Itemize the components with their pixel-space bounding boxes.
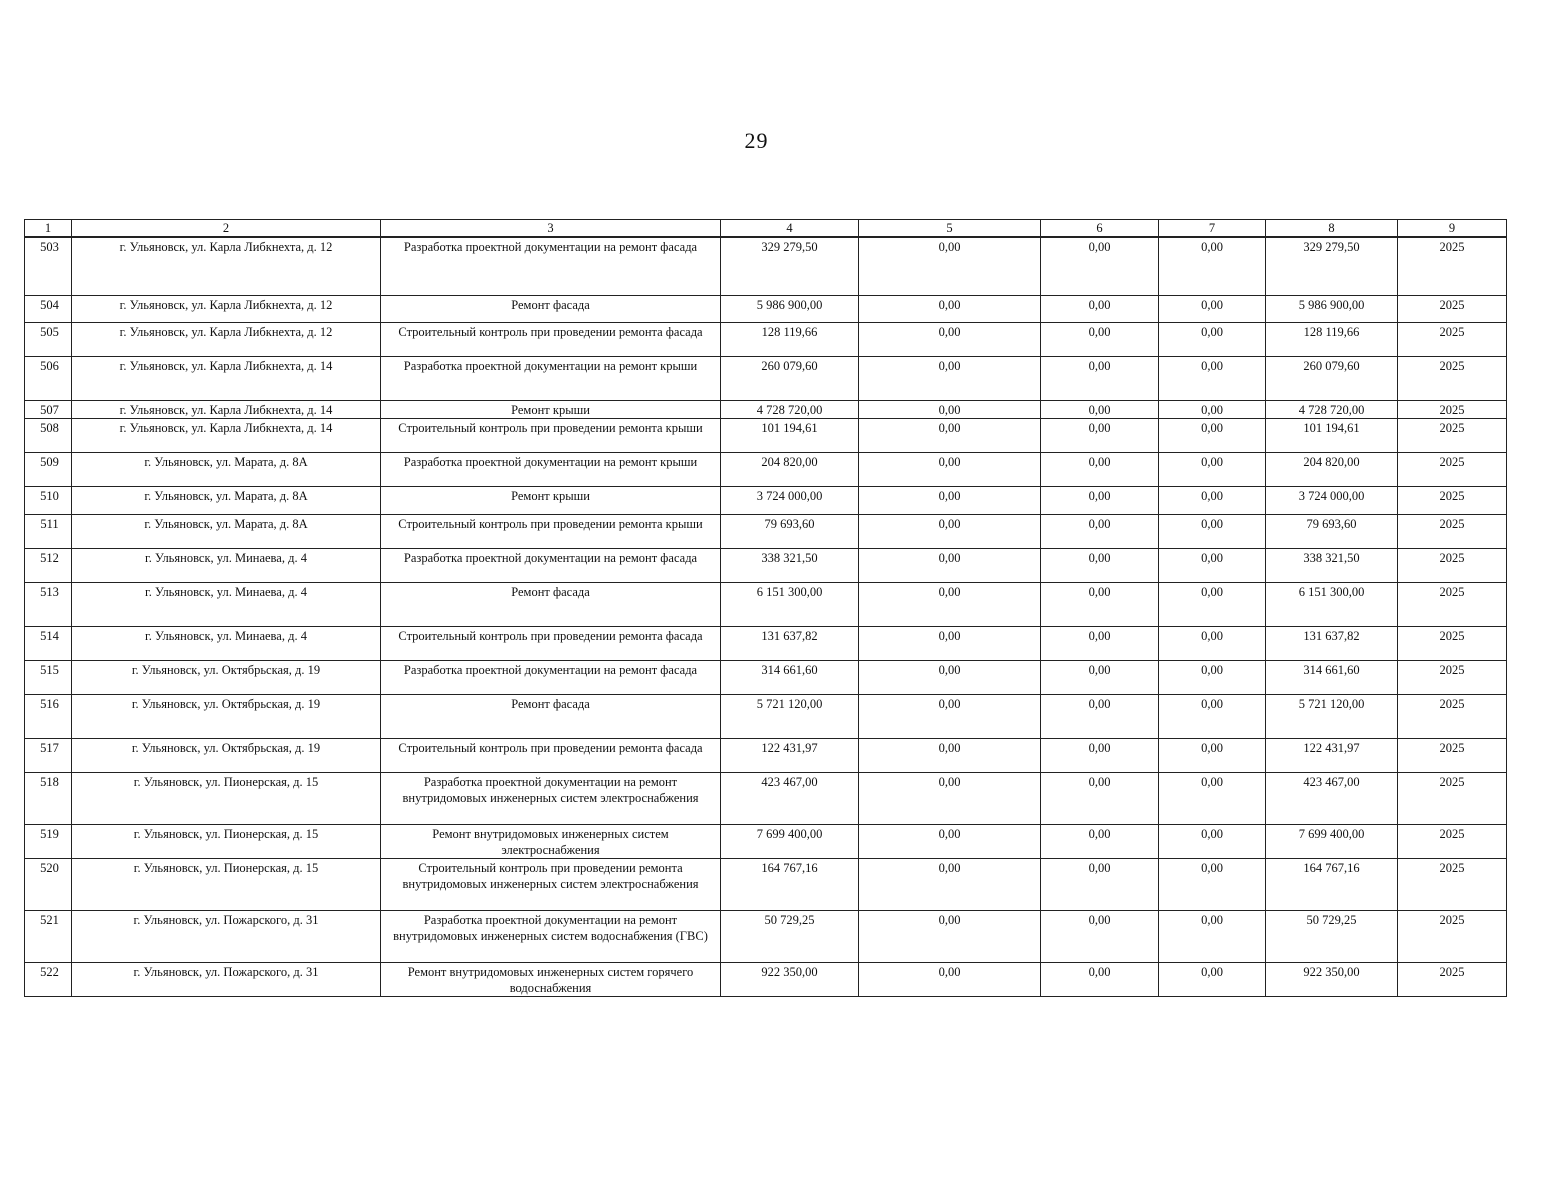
funds-col-5-cell: 0,00 — [859, 858, 1041, 910]
table-row — [25, 858, 1507, 910]
table-row — [25, 400, 1507, 418]
funds-col-6-cell: 0,00 — [1041, 237, 1159, 295]
work-type-cell: Ремонт крыши — [381, 486, 721, 514]
completion-year-cell: 2025 — [1398, 295, 1507, 322]
row-number-cell: 517 — [25, 738, 72, 772]
funds-col-5-cell: 0,00 — [859, 738, 1041, 772]
funds-col-5-cell: 0,00 — [859, 694, 1041, 738]
column-number-row — [25, 220, 1507, 238]
total-cost-cell: 922 350,00 — [721, 962, 859, 996]
work-type-cell: Разработка проектной документации на ремонт внутридомовых инженерных систем водоснабжения (ГВС) — [381, 910, 721, 962]
total-cost-cell: 5 986 900,00 — [721, 295, 859, 322]
column-header: 6 — [1041, 220, 1159, 238]
table-row — [25, 772, 1507, 824]
column-header: 2 — [72, 220, 381, 238]
work-type-cell: Ремонт внутридомовых инженерных систем горячего водоснабжения — [381, 962, 721, 996]
address-cell: г. Ульяновск, ул. Пионерская, д. 15 — [72, 824, 381, 858]
funds-col-7-cell: 0,00 — [1159, 418, 1266, 452]
funds-col-7-cell: 0,00 — [1159, 626, 1266, 660]
funds-col-6-cell: 0,00 — [1041, 626, 1159, 660]
total-cost-cell: 314 661,60 — [721, 660, 859, 694]
total-cost-cell: 50 729,25 — [721, 910, 859, 962]
funds-col-5-cell: 0,00 — [859, 824, 1041, 858]
table-row — [25, 738, 1507, 772]
funds-col-6-cell: 0,00 — [1041, 910, 1159, 962]
table-row — [25, 356, 1507, 400]
work-type-cell: Разработка проектной документации на ремонт фасада — [381, 237, 721, 295]
funds-col-8-cell: 79 693,60 — [1266, 514, 1398, 548]
completion-year-cell: 2025 — [1398, 582, 1507, 626]
funds-col-6-cell: 0,00 — [1041, 962, 1159, 996]
funds-col-5-cell: 0,00 — [859, 962, 1041, 996]
funds-col-6-cell: 0,00 — [1041, 548, 1159, 582]
address-cell: г. Ульяновск, ул. Марата, д. 8А — [72, 514, 381, 548]
total-cost-cell: 3 724 000,00 — [721, 486, 859, 514]
row-number-cell: 521 — [25, 910, 72, 962]
row-number-cell: 504 — [25, 295, 72, 322]
funds-col-7-cell: 0,00 — [1159, 660, 1266, 694]
work-type-cell: Строительный контроль при проведении ремонта крыши — [381, 418, 721, 452]
page-number: 29 — [744, 128, 769, 153]
funds-col-8-cell: 329 279,50 — [1266, 237, 1398, 295]
address-cell: г. Ульяновск, ул. Октябрьская, д. 19 — [72, 660, 381, 694]
funds-col-6-cell: 0,00 — [1041, 694, 1159, 738]
funds-col-8-cell: 338 321,50 — [1266, 548, 1398, 582]
completion-year-cell: 2025 — [1398, 772, 1507, 824]
work-type-cell: Ремонт внутридомовых инженерных систем электроснабжения — [381, 824, 721, 858]
completion-year-cell: 2025 — [1398, 356, 1507, 400]
work-type-cell: Разработка проектной документации на ремонт крыши — [381, 452, 721, 486]
completion-year-cell: 2025 — [1398, 452, 1507, 486]
funds-col-7-cell: 0,00 — [1159, 772, 1266, 824]
row-number-cell: 514 — [25, 626, 72, 660]
total-cost-cell: 7 699 400,00 — [721, 824, 859, 858]
funds-col-8-cell: 204 820,00 — [1266, 452, 1398, 486]
completion-year-cell: 2025 — [1398, 824, 1507, 858]
address-cell: г. Ульяновск, ул. Карла Либкнехта, д. 12 — [72, 322, 381, 356]
row-number-cell: 520 — [25, 858, 72, 910]
total-cost-cell: 4 728 720,00 — [721, 400, 859, 418]
table-row — [25, 295, 1507, 322]
total-cost-cell: 423 467,00 — [721, 772, 859, 824]
row-number-cell: 511 — [25, 514, 72, 548]
work-type-cell: Ремонт фасада — [381, 694, 721, 738]
work-type-cell: Разработка проектной документации на ремонт внутридомовых инженерных систем электроснабжения — [381, 772, 721, 824]
funds-col-8-cell: 122 431,97 — [1266, 738, 1398, 772]
address-cell: г. Ульяновск, ул. Пионерская, д. 15 — [72, 772, 381, 824]
work-type-cell: Ремонт фасада — [381, 295, 721, 322]
table-row — [25, 486, 1507, 514]
funds-col-5-cell: 0,00 — [859, 626, 1041, 660]
completion-year-cell: 2025 — [1398, 400, 1507, 418]
funds-col-6-cell: 0,00 — [1041, 295, 1159, 322]
funds-col-5-cell: 0,00 — [859, 400, 1041, 418]
work-type-cell: Ремонт крыши — [381, 400, 721, 418]
funds-col-6-cell: 0,00 — [1041, 486, 1159, 514]
funds-col-8-cell: 3 724 000,00 — [1266, 486, 1398, 514]
row-number-cell: 516 — [25, 694, 72, 738]
total-cost-cell: 5 721 120,00 — [721, 694, 859, 738]
table-row — [25, 322, 1507, 356]
column-header: 8 — [1266, 220, 1398, 238]
row-number-cell: 515 — [25, 660, 72, 694]
table-header — [25, 220, 1507, 238]
table-row — [25, 452, 1507, 486]
address-cell: г. Ульяновск, ул. Октябрьская, д. 19 — [72, 738, 381, 772]
row-number-cell: 510 — [25, 486, 72, 514]
total-cost-cell: 164 767,16 — [721, 858, 859, 910]
address-cell: г. Ульяновск, ул. Минаева, д. 4 — [72, 626, 381, 660]
work-type-cell: Строительный контроль при проведении ремонта внутридомовых инженерных систем электроснабжения — [381, 858, 721, 910]
funds-col-5-cell: 0,00 — [859, 660, 1041, 694]
funds-col-8-cell: 314 661,60 — [1266, 660, 1398, 694]
row-number-cell: 507 — [25, 400, 72, 418]
funds-col-8-cell: 260 079,60 — [1266, 356, 1398, 400]
funds-col-8-cell: 7 699 400,00 — [1266, 824, 1398, 858]
table-row — [25, 910, 1507, 962]
address-cell: г. Ульяновск, ул. Марата, д. 8А — [72, 486, 381, 514]
work-type-cell: Строительный контроль при проведении ремонта фасада — [381, 626, 721, 660]
completion-year-cell: 2025 — [1398, 694, 1507, 738]
address-cell: г. Ульяновск, ул. Марата, д. 8А — [72, 452, 381, 486]
funds-col-7-cell: 0,00 — [1159, 738, 1266, 772]
completion-year-cell: 2025 — [1398, 660, 1507, 694]
row-number-cell: 503 — [25, 237, 72, 295]
table-row — [25, 962, 1507, 996]
funds-col-8-cell: 131 637,82 — [1266, 626, 1398, 660]
work-type-cell: Ремонт фасада — [381, 582, 721, 626]
table-row — [25, 514, 1507, 548]
completion-year-cell: 2025 — [1398, 548, 1507, 582]
funds-col-5-cell: 0,00 — [859, 486, 1041, 514]
table-row — [25, 418, 1507, 452]
address-cell: г. Ульяновск, ул. Карла Либкнехта, д. 12 — [72, 237, 381, 295]
funds-col-8-cell: 50 729,25 — [1266, 910, 1398, 962]
address-cell: г. Ульяновск, ул. Минаева, д. 4 — [72, 548, 381, 582]
address-cell: г. Ульяновск, ул. Пожарского, д. 31 — [72, 962, 381, 996]
funds-col-6-cell: 0,00 — [1041, 514, 1159, 548]
completion-year-cell: 2025 — [1398, 514, 1507, 548]
funds-col-6-cell: 0,00 — [1041, 772, 1159, 824]
row-number-cell: 522 — [25, 962, 72, 996]
funds-col-6-cell: 0,00 — [1041, 582, 1159, 626]
address-cell: г. Ульяновск, ул. Пионерская, д. 15 — [72, 858, 381, 910]
address-cell: г. Ульяновск, ул. Карла Либкнехта, д. 14 — [72, 400, 381, 418]
column-header: 1 — [25, 220, 72, 238]
row-number-cell: 506 — [25, 356, 72, 400]
total-cost-cell: 338 321,50 — [721, 548, 859, 582]
total-cost-cell: 79 693,60 — [721, 514, 859, 548]
funds-col-6-cell: 0,00 — [1041, 738, 1159, 772]
funds-col-5-cell: 0,00 — [859, 295, 1041, 322]
funds-col-7-cell: 0,00 — [1159, 356, 1266, 400]
total-cost-cell: 204 820,00 — [721, 452, 859, 486]
total-cost-cell: 329 279,50 — [721, 237, 859, 295]
work-type-cell: Разработка проектной документации на ремонт фасада — [381, 548, 721, 582]
funds-col-6-cell: 0,00 — [1041, 356, 1159, 400]
total-cost-cell: 260 079,60 — [721, 356, 859, 400]
funds-col-5-cell: 0,00 — [859, 514, 1041, 548]
funds-col-7-cell: 0,00 — [1159, 548, 1266, 582]
total-cost-cell: 131 637,82 — [721, 626, 859, 660]
work-type-cell: Разработка проектной документации на ремонт крыши — [381, 356, 721, 400]
table-row — [25, 694, 1507, 738]
funds-col-6-cell: 0,00 — [1041, 400, 1159, 418]
total-cost-cell: 101 194,61 — [721, 418, 859, 452]
funds-col-5-cell: 0,00 — [859, 237, 1041, 295]
work-type-cell: Строительный контроль при проведении ремонта фасада — [381, 322, 721, 356]
column-header: 9 — [1398, 220, 1507, 238]
works-register-table — [24, 219, 1507, 997]
funds-col-5-cell: 0,00 — [859, 910, 1041, 962]
funds-col-8-cell: 423 467,00 — [1266, 772, 1398, 824]
address-cell: г. Ульяновск, ул. Карла Либкнехта, д. 12 — [72, 295, 381, 322]
completion-year-cell: 2025 — [1398, 237, 1507, 295]
funds-col-6-cell: 0,00 — [1041, 452, 1159, 486]
completion-year-cell: 2025 — [1398, 858, 1507, 910]
funds-col-7-cell: 0,00 — [1159, 237, 1266, 295]
address-cell: г. Ульяновск, ул. Карла Либкнехта, д. 14 — [72, 356, 381, 400]
funds-col-6-cell: 0,00 — [1041, 660, 1159, 694]
completion-year-cell: 2025 — [1398, 322, 1507, 356]
funds-col-5-cell: 0,00 — [859, 772, 1041, 824]
address-cell: г. Ульяновск, ул. Октябрьская, д. 19 — [72, 694, 381, 738]
row-number-cell: 518 — [25, 772, 72, 824]
funds-col-8-cell: 5 986 900,00 — [1266, 295, 1398, 322]
table-row — [25, 626, 1507, 660]
table-row — [25, 660, 1507, 694]
funds-col-6-cell: 0,00 — [1041, 858, 1159, 910]
table-row — [25, 237, 1507, 295]
completion-year-cell: 2025 — [1398, 418, 1507, 452]
funds-col-8-cell: 922 350,00 — [1266, 962, 1398, 996]
funds-col-5-cell: 0,00 — [859, 548, 1041, 582]
completion-year-cell: 2025 — [1398, 738, 1507, 772]
funds-col-5-cell: 0,00 — [859, 452, 1041, 486]
row-number-cell: 519 — [25, 824, 72, 858]
completion-year-cell: 2025 — [1398, 962, 1507, 996]
column-header: 7 — [1159, 220, 1266, 238]
funds-col-8-cell: 4 728 720,00 — [1266, 400, 1398, 418]
address-cell: г. Ульяновск, ул. Пожарского, д. 31 — [72, 910, 381, 962]
row-number-cell: 505 — [25, 322, 72, 356]
address-cell: г. Ульяновск, ул. Карла Либкнехта, д. 14 — [72, 418, 381, 452]
completion-year-cell: 2025 — [1398, 910, 1507, 962]
total-cost-cell: 128 119,66 — [721, 322, 859, 356]
column-header: 4 — [721, 220, 859, 238]
table-row — [25, 824, 1507, 858]
completion-year-cell: 2025 — [1398, 626, 1507, 660]
table-row — [25, 582, 1507, 626]
work-type-cell: Разработка проектной документации на ремонт фасада — [381, 660, 721, 694]
total-cost-cell: 122 431,97 — [721, 738, 859, 772]
column-header: 5 — [859, 220, 1041, 238]
column-header: 3 — [381, 220, 721, 238]
funds-col-7-cell: 0,00 — [1159, 452, 1266, 486]
work-type-cell: Строительный контроль при проведении ремонта крыши — [381, 514, 721, 548]
funds-col-7-cell: 0,00 — [1159, 910, 1266, 962]
funds-col-6-cell: 0,00 — [1041, 824, 1159, 858]
funds-col-7-cell: 0,00 — [1159, 322, 1266, 356]
funds-col-8-cell: 128 119,66 — [1266, 322, 1398, 356]
total-cost-cell: 6 151 300,00 — [721, 582, 859, 626]
completion-year-cell: 2025 — [1398, 486, 1507, 514]
funds-col-7-cell: 0,00 — [1159, 400, 1266, 418]
funds-col-7-cell: 0,00 — [1159, 582, 1266, 626]
funds-col-6-cell: 0,00 — [1041, 322, 1159, 356]
work-type-cell: Строительный контроль при проведении ремонта фасада — [381, 738, 721, 772]
row-number-cell: 512 — [25, 548, 72, 582]
funds-col-7-cell: 0,00 — [1159, 514, 1266, 548]
table-row — [25, 548, 1507, 582]
funds-col-5-cell: 0,00 — [859, 582, 1041, 626]
funds-col-8-cell: 101 194,61 — [1266, 418, 1398, 452]
funds-col-5-cell: 0,00 — [859, 356, 1041, 400]
funds-col-7-cell: 0,00 — [1159, 694, 1266, 738]
row-number-cell: 513 — [25, 582, 72, 626]
funds-col-6-cell: 0,00 — [1041, 418, 1159, 452]
row-number-cell: 509 — [25, 452, 72, 486]
table-body — [25, 237, 1507, 996]
funds-col-7-cell: 0,00 — [1159, 486, 1266, 514]
funds-col-8-cell: 5 721 120,00 — [1266, 694, 1398, 738]
address-cell: г. Ульяновск, ул. Минаева, д. 4 — [72, 582, 381, 626]
funds-col-7-cell: 0,00 — [1159, 824, 1266, 858]
funds-col-5-cell: 0,00 — [859, 418, 1041, 452]
funds-col-8-cell: 6 151 300,00 — [1266, 582, 1398, 626]
funds-col-5-cell: 0,00 — [859, 322, 1041, 356]
row-number-cell: 508 — [25, 418, 72, 452]
funds-col-7-cell: 0,00 — [1159, 295, 1266, 322]
funds-col-7-cell: 0,00 — [1159, 962, 1266, 996]
funds-col-8-cell: 164 767,16 — [1266, 858, 1398, 910]
funds-col-7-cell: 0,00 — [1159, 858, 1266, 910]
